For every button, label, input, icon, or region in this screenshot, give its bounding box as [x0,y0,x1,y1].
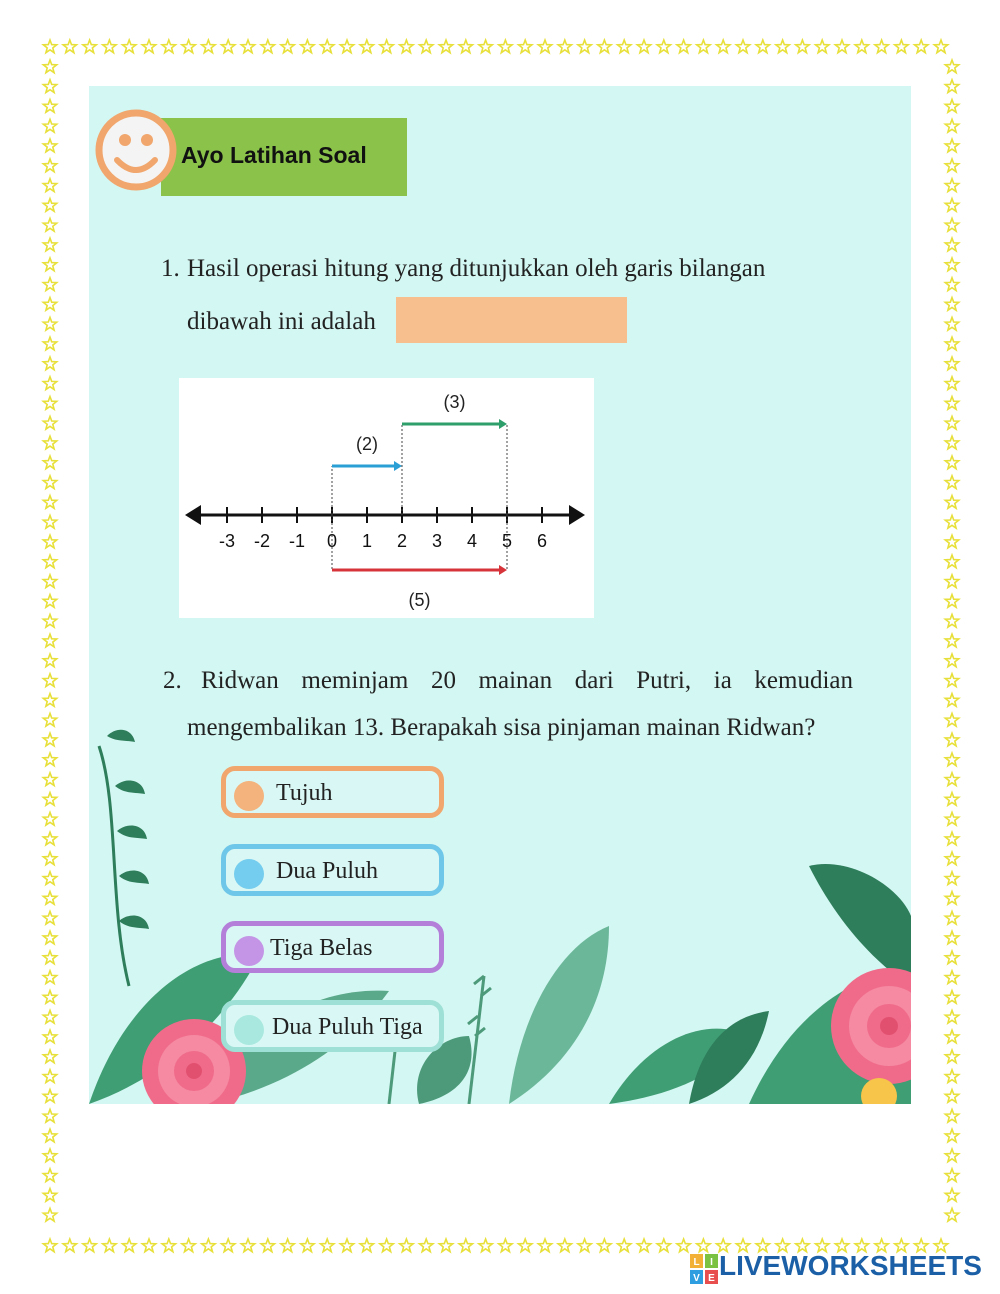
jump-label: (2) [356,434,378,454]
border-star [945,832,958,845]
border-star [538,40,551,53]
border-star [945,931,958,944]
border-star [459,40,472,53]
border-star [43,575,56,588]
border-star [618,40,631,53]
border-star [63,40,76,53]
border-star [945,1010,958,1023]
tick-label: 1 [361,531,373,551]
border-star [380,40,393,53]
border-star [43,812,56,825]
border-star [637,40,650,53]
border-star [281,40,294,53]
border-star [43,317,56,330]
question-1-number: 1. [161,255,180,282]
logo-letter: L [693,1257,700,1268]
border-star [945,892,958,905]
border-star [43,258,56,271]
border-star [43,654,56,667]
border-star [717,40,730,53]
tick-label: 2 [396,531,408,551]
border-star [360,40,373,53]
border-star [855,40,868,53]
border-star [945,199,958,212]
border-star [63,1239,76,1252]
axis-right-arrowhead [569,505,585,525]
question-1-text-line2: dibawah ini adalah [187,308,376,335]
border-star [945,1070,958,1083]
border-star [43,476,56,489]
border-star [945,1090,958,1103]
border-star [43,1208,56,1221]
option-bullet-icon [234,1015,264,1045]
logo-letter: E [708,1273,715,1284]
border-star [945,218,958,231]
border-star [439,40,452,53]
border-star [945,694,958,707]
border-star [945,812,958,825]
border-star [43,595,56,608]
border-star [945,1129,958,1142]
border-star [142,40,155,53]
border-star [43,1090,56,1103]
border-star [43,1189,56,1202]
border-star [945,1169,958,1182]
border-star [43,733,56,746]
border-star [123,40,136,53]
border-star [945,951,958,964]
question-2-text: Ridwan meminjam 20 mainan dari Putri, ia kemudian [201,667,853,694]
border-star [945,595,958,608]
border-star [43,199,56,212]
border-star [519,1239,532,1252]
border-star [43,911,56,924]
border-star [945,1208,958,1221]
liveworksheets-logo-icon [690,1254,718,1284]
border-star [945,436,958,449]
border-star [677,1239,690,1252]
border-star [43,377,56,390]
border-star [43,1239,56,1252]
border-star [945,535,958,548]
border-star [43,694,56,707]
jump-label: (5) [408,590,431,610]
question-2-number: 2. [163,667,182,694]
border-star [43,753,56,766]
border-star [43,100,56,113]
border-star [43,852,56,865]
border-star [43,139,56,152]
border-star [945,971,958,984]
border-star [43,357,56,370]
border-star [835,40,848,53]
border-star [321,40,334,53]
border-star [261,1239,274,1252]
border-star [945,872,958,885]
logo-letter: I [710,1257,713,1268]
border-star [43,278,56,291]
tick-label: -3 [218,531,236,551]
answer-option-tujuh[interactable] [221,766,444,818]
border-star [301,1239,314,1252]
border-star [578,1239,591,1252]
answer-option-dua-puluh-tiga[interactable] [221,1000,444,1052]
border-star [182,40,195,53]
border-star [360,1239,373,1252]
border-star [43,1169,56,1182]
border-star [43,614,56,627]
border-star [43,1129,56,1142]
border-star [558,40,571,53]
border-star [321,1239,334,1252]
border-star [945,575,958,588]
border-star [736,40,749,53]
option-label: Tujuh [276,780,333,806]
border-star [43,773,56,786]
border-star [43,931,56,944]
border-star [420,40,433,53]
border-star [578,40,591,53]
border-star [816,40,829,53]
border-star [637,1239,650,1252]
border-star [43,1109,56,1122]
number-line-chart [179,378,594,618]
border-star [83,1239,96,1252]
border-star [400,40,413,53]
border-star [43,832,56,845]
border-star [945,733,958,746]
jump-label: (3) [443,392,466,412]
border-star [945,119,958,132]
border-star [43,80,56,93]
option-bullet-icon [234,859,264,889]
border-star [43,793,56,806]
border-star [945,159,958,172]
border-star [43,971,56,984]
border-star [43,515,56,528]
border-star [43,991,56,1004]
border-star [43,713,56,726]
border-star [43,179,56,192]
border-star [945,1050,958,1063]
border-star [945,1109,958,1122]
border-star [945,674,958,687]
border-star [598,1239,611,1252]
logo-letter: V [693,1273,700,1284]
border-star [241,40,254,53]
border-star [697,40,710,53]
border-star [43,634,56,647]
border-star [43,159,56,172]
border-star [479,1239,492,1252]
border-star [945,773,958,786]
question-1-text: Hasil operasi hitung yang ditunjukkan oleh garis bilangan [187,255,766,282]
tick-label: -1 [288,531,306,551]
border-star [43,40,56,53]
border-star [945,357,958,370]
worksheet-card [89,86,911,1104]
liveworksheets-brand[interactable]: LIVEWORKSHEETS [719,1250,982,1281]
border-star [43,496,56,509]
option-label: Dua Puluh Tiga [272,1014,423,1040]
border-star [945,555,958,568]
border-star [558,1239,571,1252]
border-star [875,40,888,53]
jump-arrowhead [499,565,507,575]
tick-label: 4 [466,531,478,551]
border-star [776,40,789,53]
border-star [43,436,56,449]
border-star [945,911,958,924]
border-star [895,40,908,53]
border-star [43,1070,56,1083]
border-star [945,634,958,647]
tick-label: 5 [501,531,513,551]
border-star [43,1010,56,1023]
border-star [945,614,958,627]
option-bullet-icon [234,781,264,811]
border-star [945,1149,958,1162]
answer-option-dua-puluh[interactable] [221,844,444,896]
tick-label: -2 [253,531,271,551]
border-star [43,238,56,251]
border-star [43,60,56,73]
border-star [945,298,958,311]
page-title: Ayo Latihan Soal [181,142,367,168]
border-star [301,40,314,53]
border-star [945,991,958,1004]
border-star [43,555,56,568]
border-star [945,713,958,726]
border-star [657,1239,670,1252]
border-star [83,40,96,53]
border-star [281,1239,294,1252]
axis-left-arrowhead [185,505,201,525]
border-star [340,40,353,53]
border-star [915,40,928,53]
border-star [945,793,958,806]
border-star [945,852,958,865]
border-star [697,1239,710,1252]
border-star [945,654,958,667]
border-star [945,317,958,330]
border-star [499,1239,512,1252]
number-line-figure [179,378,594,618]
border-star [945,496,958,509]
option-label: Tiga Belas [270,935,373,961]
border-star [945,337,958,350]
jump-arrowhead [394,461,402,471]
border-star [945,100,958,113]
border-star [202,1239,215,1252]
border-star [182,1239,195,1252]
border-star [945,80,958,93]
border-star [43,456,56,469]
border-star [934,40,947,53]
border-star [945,416,958,429]
border-star [945,60,958,73]
border-star [657,40,670,53]
border-star [420,1239,433,1252]
border-star [945,476,958,489]
border-star [43,416,56,429]
border-star [261,40,274,53]
border-star [499,40,512,53]
border-star [43,951,56,964]
border-star [598,40,611,53]
border-star [479,40,492,53]
border-star [945,753,958,766]
border-star [618,1239,631,1252]
border-star [43,337,56,350]
border-star [945,238,958,251]
border-star [162,40,175,53]
border-star [103,40,116,53]
tick-label: 3 [431,531,443,551]
border-star [43,535,56,548]
answer-option-tiga-belas[interactable] [221,921,444,973]
border-star [945,1030,958,1043]
border-star [945,139,958,152]
border-star [400,1239,413,1252]
border-star [43,1050,56,1063]
border-star [380,1239,393,1252]
border-star [945,278,958,291]
border-star [538,1239,551,1252]
border-star [43,1030,56,1043]
border-star [43,872,56,885]
option-label: Dua Puluh [276,858,378,884]
border-star [945,377,958,390]
border-star [439,1239,452,1252]
border-star [519,40,532,53]
border-star [945,456,958,469]
border-star [123,1239,136,1252]
border-star [945,397,958,410]
border-star [103,1239,116,1252]
tick-label: 0 [326,531,338,551]
border-star [43,218,56,231]
smiley-face-icon [95,100,177,200]
option-bullet-icon [234,936,264,966]
border-star [677,40,690,53]
border-star [43,397,56,410]
border-star [43,298,56,311]
border-star [340,1239,353,1252]
border-star [43,1149,56,1162]
border-star [945,1189,958,1202]
border-star [241,1239,254,1252]
answer-input-box[interactable] [396,297,627,343]
border-star [43,674,56,687]
question-2-text-line2: mengembalikan 13. Berapakah sisa pinjaman mainan Ridwan? [187,714,816,741]
border-star [756,40,769,53]
border-star [796,40,809,53]
border-star [162,1239,175,1252]
border-star [945,515,958,528]
tick-label: 6 [536,531,548,551]
border-star [222,1239,235,1252]
border-star [459,1239,472,1252]
jump-arrowhead [499,419,507,429]
border-star [142,1239,155,1252]
border-star [43,892,56,905]
border-star [202,40,215,53]
border-star [222,40,235,53]
border-star [945,179,958,192]
border-star [945,258,958,271]
border-star [43,119,56,132]
